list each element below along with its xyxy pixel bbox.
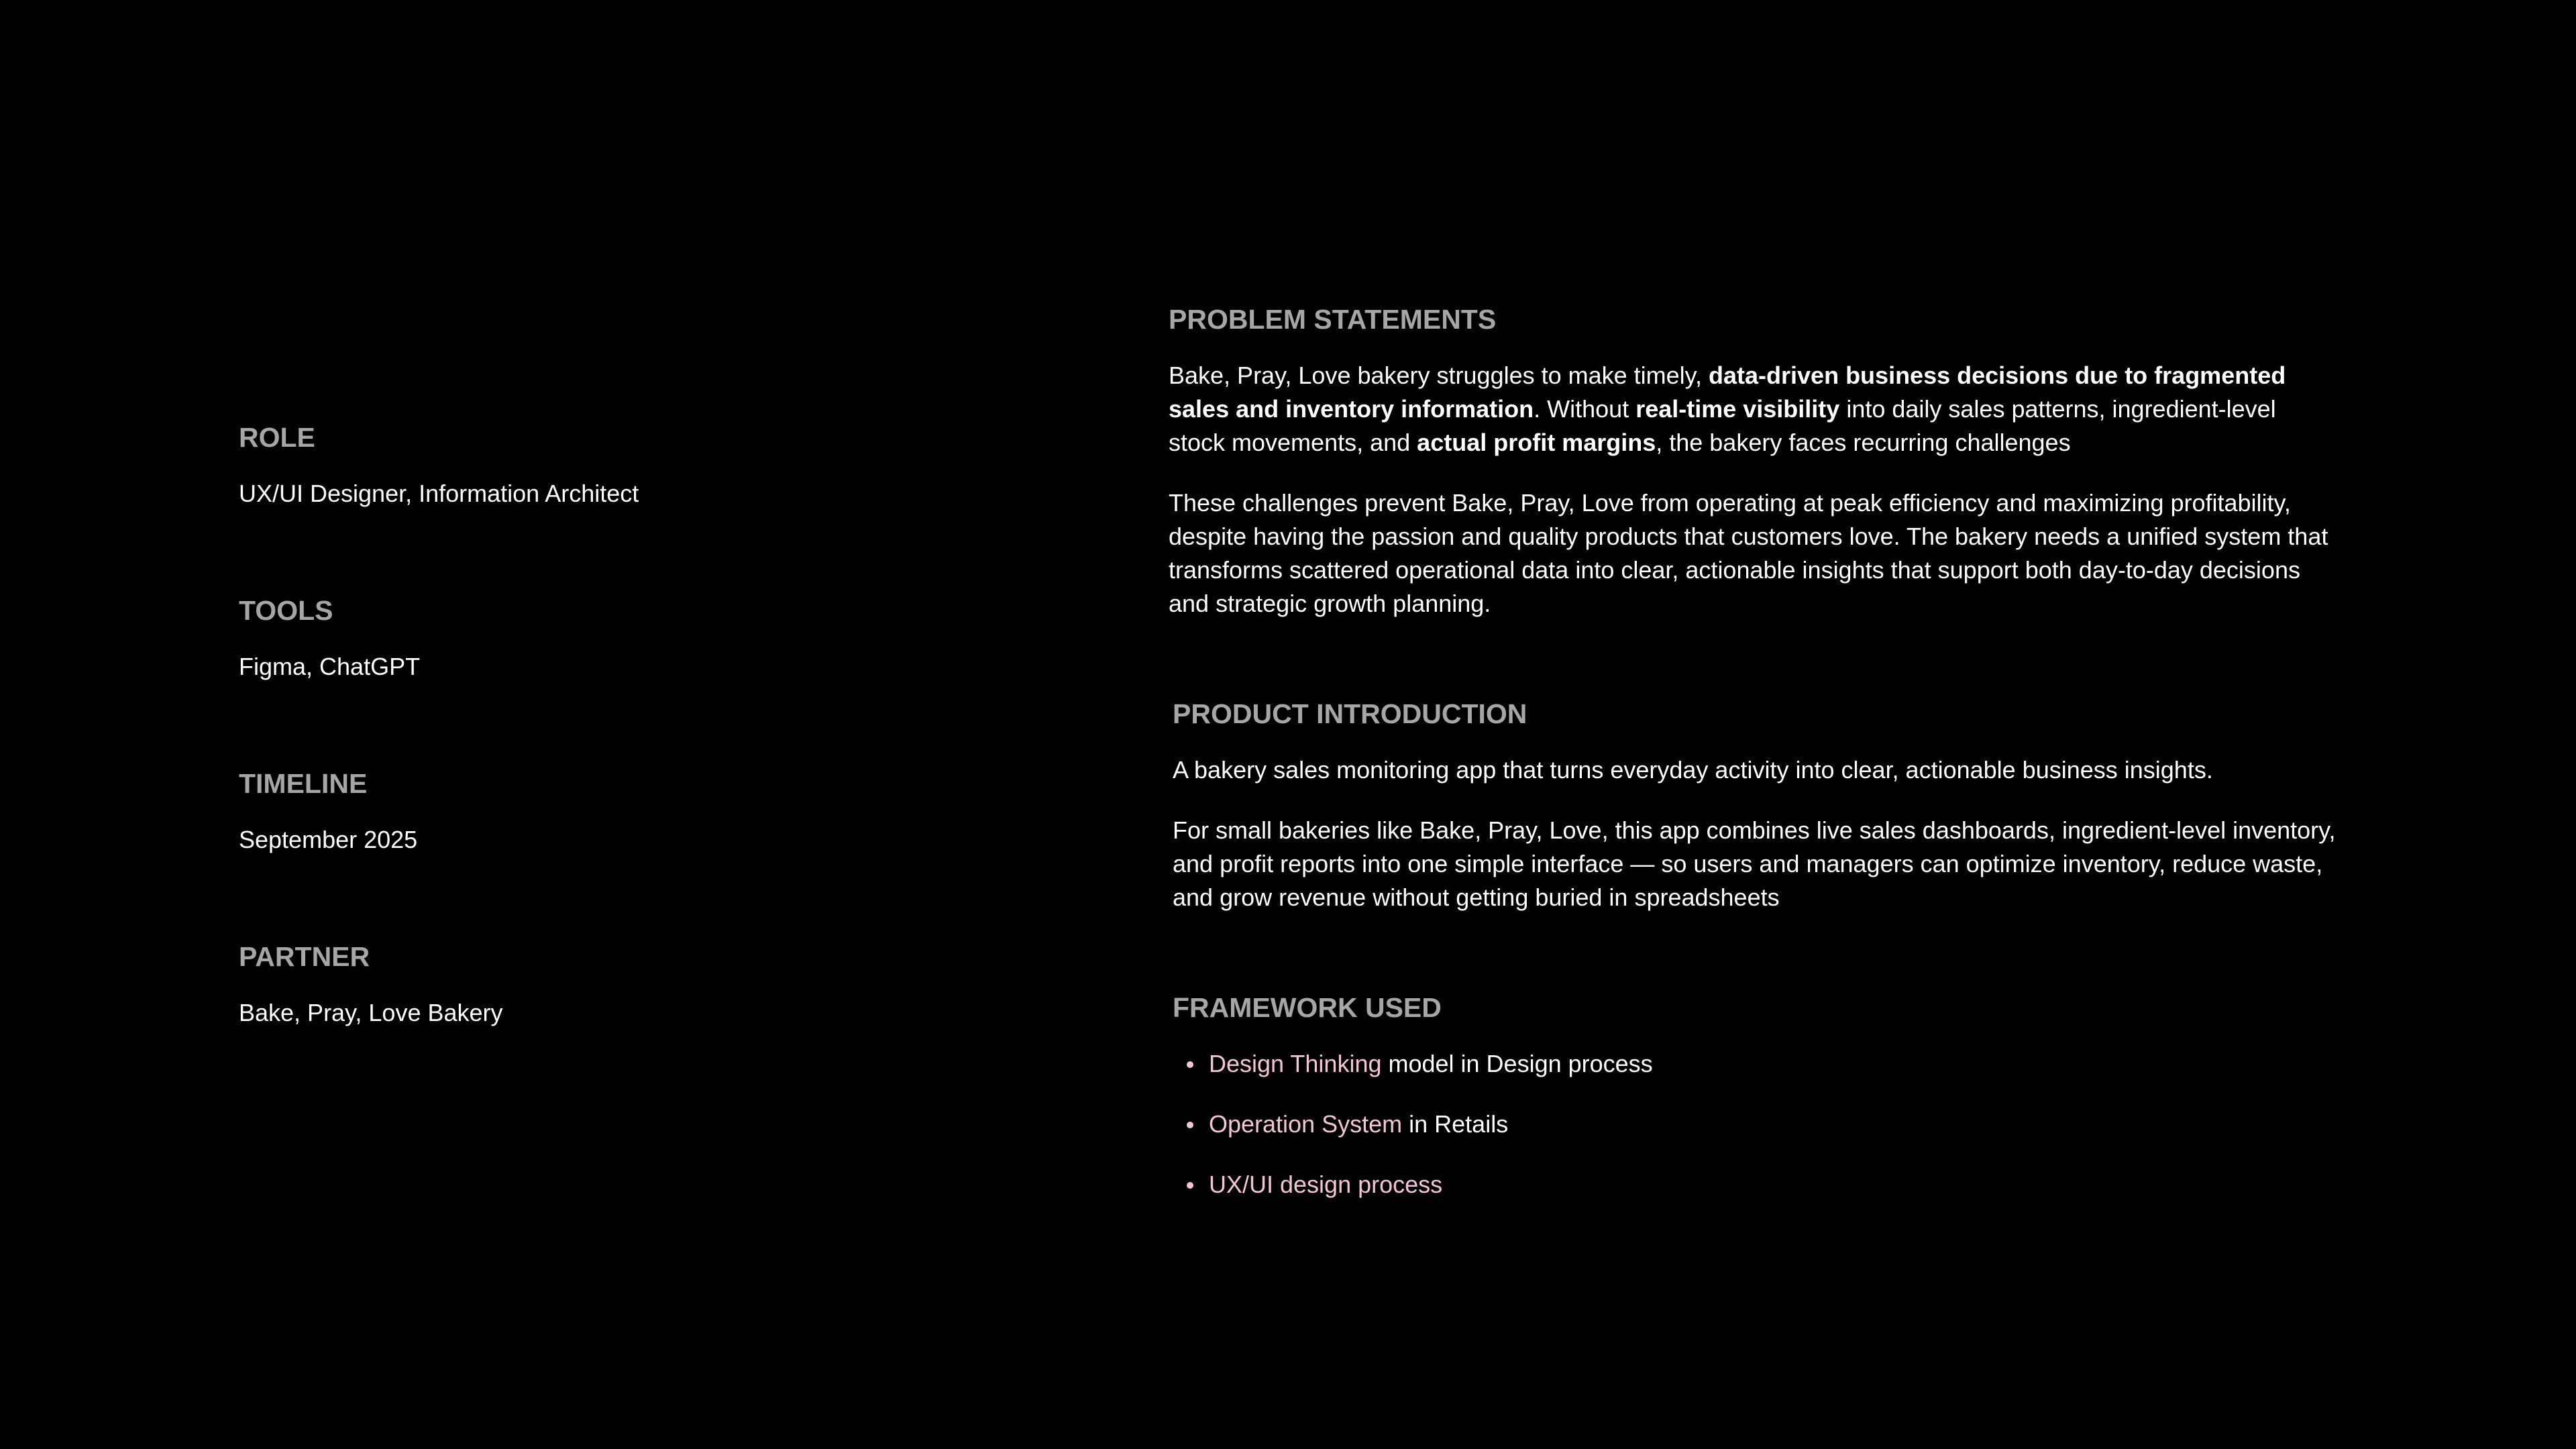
- framework-list: [1173, 1047, 2340, 1201]
- product-heading: PRODUCT INTRODUCTION: [1173, 698, 1527, 729]
- product-paragraph-1: A bakery sales monitoring app that turns everyday activity into clear, actionable business insights.: [1173, 756, 2213, 784]
- bullet-icon: [1187, 1061, 1193, 1068]
- framework-heading: FRAMEWORK USED: [1173, 992, 1442, 1023]
- list-item: [1173, 1047, 2340, 1081]
- role-heading: ROLE: [239, 422, 315, 453]
- problem-text-1: Bake, Pray, Love bakery struggles to make timely,: [1169, 362, 1709, 389]
- problem-bold-3: actual profit margins: [1417, 429, 1656, 456]
- problem-text-4: , the bakery faces recurring challenges: [1656, 429, 2071, 456]
- framework-text: in Retails: [1402, 1110, 1509, 1138]
- bullet-icon: [1187, 1182, 1193, 1189]
- problem-bold-2: real-time visibility: [1635, 395, 1840, 423]
- partner-section: [239, 940, 503, 1030]
- timeline-heading: TIMELINE: [239, 768, 368, 799]
- bullet-icon: [1187, 1122, 1193, 1128]
- problem-paragraph-1: [1169, 359, 2336, 460]
- partner-heading: PARTNER: [239, 941, 370, 972]
- timeline-value: September 2025: [239, 826, 418, 853]
- problem-text-3: into daily sales patterns, ingredient-level stock movements, and: [1169, 395, 2276, 456]
- timeline-section: [239, 767, 417, 857]
- tools-value: Figma, ChatGPT: [239, 653, 421, 680]
- framework-text: model in Design process: [1381, 1050, 1653, 1077]
- problem-bold-1: data-driven business decisions due to fragmented sales and inventory information: [1169, 362, 2286, 423]
- partner-value: Bake, Pray, Love Bakery: [239, 999, 503, 1026]
- framework-section: [1173, 991, 2340, 1228]
- problem-heading: PROBLEM STATEMENTS: [1169, 304, 1497, 335]
- role-value: UX/UI Designer, Information Architect: [239, 480, 639, 507]
- role-section: [239, 421, 639, 511]
- product-paragraph-2: For small bakeries like Bake, Pray, Love, this app combines live sales dashboards, ingredient-level inventory, and profit reports into one simple interface — so users and managers can optimize inventory, reduce waste, and grow revenue without getting buried in spreadsheets: [1173, 816, 2336, 911]
- framework-highlight: Operation System: [1209, 1110, 1403, 1138]
- product-section: [1173, 697, 2340, 914]
- framework-highlight: UX/UI design process: [1209, 1171, 1443, 1198]
- problem-section: [1169, 303, 2336, 621]
- list-item: [1173, 1108, 2340, 1141]
- problem-text-2: . Without: [1534, 395, 1636, 423]
- tools-heading: TOOLS: [239, 595, 333, 626]
- tools-section: [239, 594, 420, 684]
- problem-paragraph-2: These challenges prevent Bake, Pray, Love from operating at peak efficiency and maximizing profitability, despite having the passion and quality products that customers love. The bakery needs a unified system that transforms scattered operational data into clear, actionable insights that support both day-to-day decisions and strategic growth planning.: [1169, 489, 2328, 617]
- framework-highlight: Design Thinking: [1209, 1050, 1382, 1077]
- list-item: [1173, 1168, 2340, 1201]
